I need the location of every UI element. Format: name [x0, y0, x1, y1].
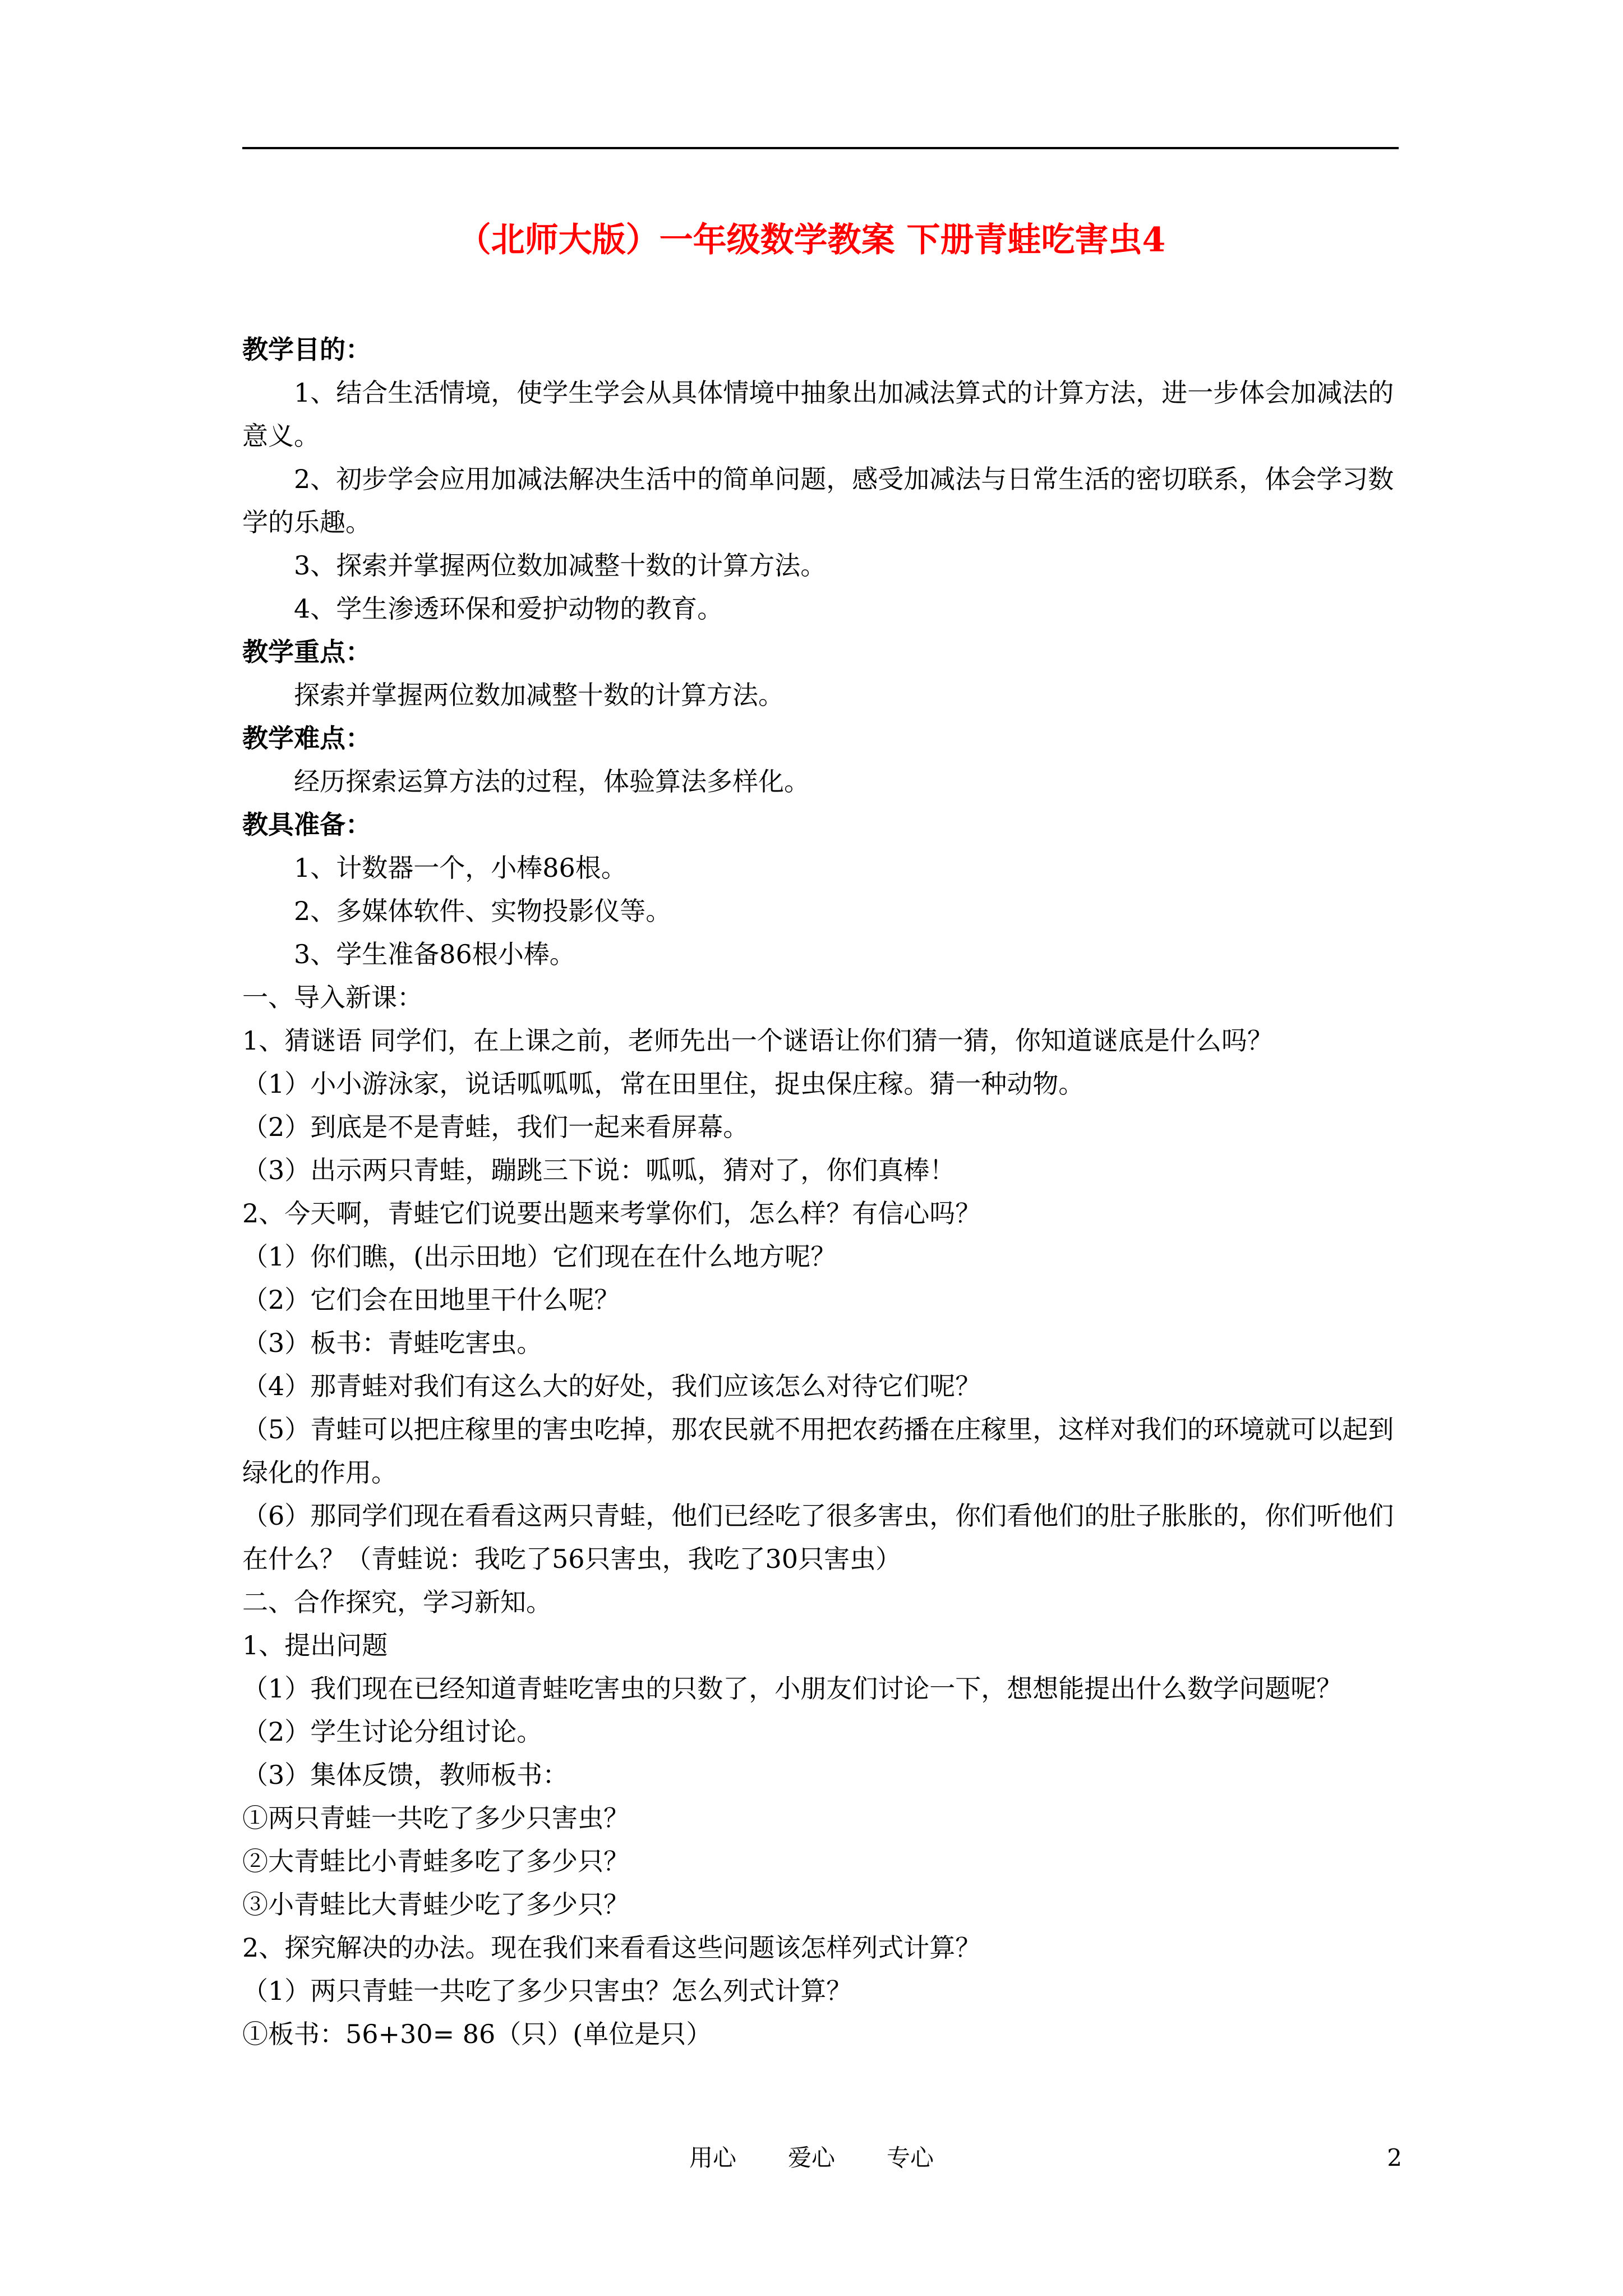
- body-line: 2、探究解决的办法。现在我们来看看这些问题该怎样列式计算？: [242, 1932, 981, 1963]
- body-line: 3、探索并掌握两位数加减整十数的计算方法。: [294, 550, 827, 581]
- body-line: （4）那青蛙对我们有这么大的好处，我们应该怎么对待它们呢？: [242, 1371, 981, 1401]
- page-footer: [0, 2138, 1623, 2178]
- body-line: （2）到底是不是青蛙，我们一起来看屏幕。: [242, 1112, 749, 1142]
- section-heading: 教具准备：: [242, 809, 371, 840]
- body-line: 二、合作探究，学习新知。: [242, 1587, 552, 1617]
- body-line: 2、多媒体软件、实物投影仪等。: [294, 896, 672, 926]
- body-line: 1、提出问题: [242, 1630, 388, 1660]
- body-line: ①两只青蛙一共吃了多少只害虫？: [242, 1803, 629, 1833]
- body-line: 3、学生准备86根小棒。: [294, 939, 575, 969]
- body-line: （3）出示两只青蛙，蹦跳三下说：呱呱，猜对了，你们真棒！: [242, 1155, 956, 1185]
- footer-motto-word: 爱心: [787, 2144, 835, 2171]
- page-number: 2: [1387, 2144, 1402, 2171]
- footer-motto-word: 专心: [887, 2144, 934, 2171]
- body-line: 经历探索运算方法的过程，体验算法多样化。: [294, 766, 810, 797]
- body-line: （1）你们瞧，(出示田地）它们现在在什么地方呢？: [242, 1241, 837, 1272]
- section-heading: 教学重点：: [242, 637, 371, 667]
- document-body: [242, 328, 1399, 2056]
- document-title: （北师大版）一年级数学教案 下册青蛙吃害虫4: [457, 220, 1166, 260]
- body-line: 1、猜谜语 同学们，在上课之前，老师先出一个谜语让你们猜一猜，你知道谜底是什么吗？: [242, 1025, 1273, 1056]
- body-line: 一、导入新课：: [242, 982, 423, 1013]
- body-line: （6）那同学们现在看看这两只青蛙，他们已经吃了很多害虫，你们看他们的肚子胀胀的，你们听他们在什么？（青蛙说：我吃了56只害虫，我吃了30只害虫）: [242, 1501, 1394, 1574]
- section-heading: 教学目的：: [242, 334, 371, 365]
- body-line: （5）青蛙可以把庄稼里的害虫吃掉，那农民就不用把农药播在庄稼里，这样对我们的环境就可以起到绿化的作用。: [242, 1414, 1394, 1488]
- header-rule: [242, 147, 1399, 149]
- body-line: （3）板书：青蛙吃害虫。: [242, 1328, 543, 1358]
- body-line: （1）小小游泳家，说话呱呱呱，常在田里住，捉虫保庄稼。猜一种动物。: [242, 1069, 1085, 1099]
- footer-motto-word: 用心: [689, 2144, 736, 2171]
- body-line: 2、初步学会应用加减法解决生活中的简单问题，感受加减法与日常生活的密切联系，体会学习数学的乐趣。: [242, 464, 1394, 537]
- body-line: ①板书：56+30= 86（只）(单位是只）: [242, 2019, 712, 2049]
- body-line: （2）它们会在田地里干什么呢？: [242, 1285, 620, 1315]
- body-line: （3）集体反馈，教师板书：: [242, 1760, 569, 1790]
- body-line: 2、今天啊，青蛙它们说要出题来考掌你们，怎么样？有信心吗？: [242, 1198, 981, 1228]
- body-line: （1）我们现在已经知道青蛙吃害虫的只数了，小朋友们讨论一下，想想能提出什么数学问题呢？: [242, 1673, 1343, 1704]
- body-line: 4、学生渗透环保和爱护动物的教育。: [294, 593, 723, 624]
- section-heading: 教学难点：: [242, 723, 371, 753]
- body-line: ②大青蛙比小青蛙多吃了多少只？: [242, 1846, 629, 1876]
- body-line: 探索并掌握两位数加减整十数的计算方法。: [294, 680, 784, 710]
- body-line: 1、计数器一个，小棒86根。: [294, 853, 627, 883]
- body-line: （2）学生讨论分组讨论。: [242, 1717, 543, 1747]
- body-line: 1、结合生活情境，使学生学会从具体情境中抽象出加减法算式的计算方法，进一步体会加减法的意义。: [242, 378, 1394, 451]
- body-line: ③小青蛙比大青蛙少吃了多少只？: [242, 1889, 629, 1920]
- body-line: （1）两只青蛙一共吃了多少只害虫？怎么列式计算？: [242, 1976, 852, 2006]
